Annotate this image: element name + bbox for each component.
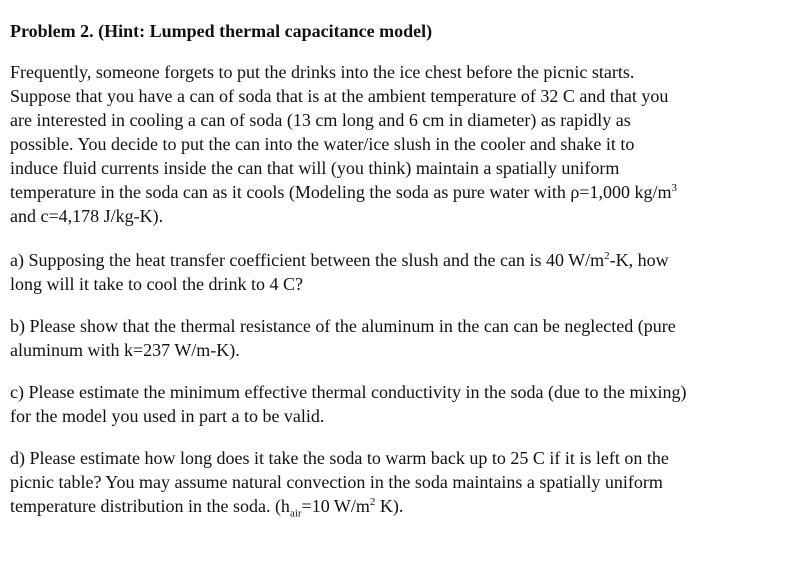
part-a-text: a) Supposing the heat transfer coefficient between the slush and the can is 40 W/m [10,250,605,270]
intro-line-3: are interested in cooling a can of soda (13 cm long and 6 cm in diameter) as rapidly as [10,110,631,130]
part-b-line-1: b) Please show that the thermal resistance of the aluminum in the can can be neglected (pure [10,316,676,336]
intro-paragraph [10,60,805,228]
part-c [10,380,805,428]
part-d-line-3 [10,494,805,518]
cubed-superscript: 3 [671,182,677,194]
intro-line-5: induce fluid currents inside the can that will (you think) maintain a spatially uniform [10,158,620,178]
part-b [10,314,805,362]
part-a-text-end: -K, how [609,250,669,270]
part-d-line-2: picnic table? You may assume natural convection in the soda maintains a spatially uniform [10,472,663,492]
part-d-unit: K). [375,496,404,516]
intro-line-6-text: temperature in the soda can as it cools (Modeling the soda as pure water with ρ=1,000 kg/m [10,182,672,202]
part-c-line-2: for the model you used in part a to be valid. [10,406,325,426]
part-d-line-1: d) Please estimate how long does it take the soda to warm back up to 25 C if it is left on the [10,448,669,468]
squared-superscript: 2 [604,250,610,262]
part-a-line-1 [10,248,805,272]
intro-line-1: Frequently, someone forgets to put the drinks into the ice chest before the picnic starts. [10,62,635,82]
intro-line-2: Suppose that you have a can of soda that is at the ambient temperature of 32 C and that you [10,86,669,106]
part-d-text: temperature distribution in the soda. (h [10,496,290,516]
part-c-line-1: c) Please estimate the minimum effective thermal conductivity in the soda (due to the mixing) [10,382,687,402]
intro-line-6 [10,180,805,204]
intro-line-4: possible. You decide to put the can into the water/ice slush in the cooler and shake it to [10,134,635,154]
part-d [10,446,805,518]
intro-line-7: and c=4,178 J/kg-K). [10,206,164,226]
part-d-value: =10 W/m [301,496,370,516]
part-a [10,248,805,296]
air-subscript: air [289,507,302,520]
part-b-line-2: aluminum with k=237 W/m-K). [10,340,240,360]
problem-title: Problem 2. (Hint: Lumped thermal capacitance model) [10,21,433,41]
problem-document [10,20,805,536]
squared-superscript: 2 [369,496,376,508]
part-a-line-2: long will it take to cool the drink to 4 C? [10,274,303,294]
